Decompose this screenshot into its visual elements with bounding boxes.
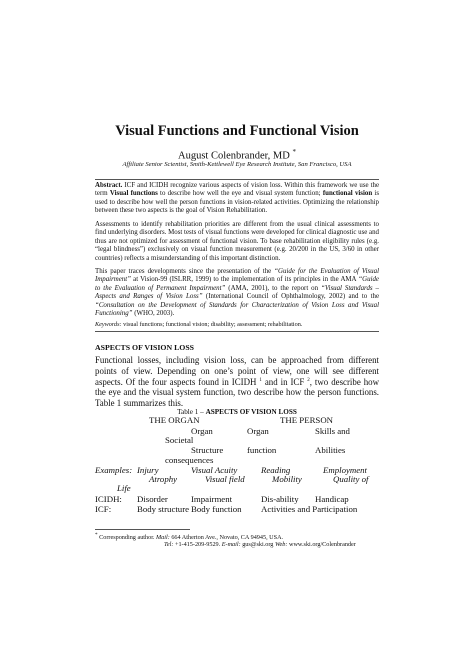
text-run: “Consultation on the Development of Standards for Characterization of Vision Loss and Visual Functioning” xyxy=(95,301,379,318)
text-run: “Guide for the Evaluation of Visual Impairment” xyxy=(95,268,379,284)
table-aspect-consequences: consequences xyxy=(165,455,214,465)
text-run: 1 xyxy=(259,378,262,383)
table-icidh-impairment: Impairment xyxy=(191,494,233,504)
abstract-paragraph-3 xyxy=(95,268,379,318)
table-aspect-function: function xyxy=(247,445,277,455)
keywords-text: visual functions; functional vision; disability; assessment; rehabilitation. xyxy=(121,321,303,328)
table-header-person: THE PERSON xyxy=(280,415,334,425)
keywords-line xyxy=(95,321,379,328)
text-run: “Visual Standards – Aspects and Ranges of Vision Loss” xyxy=(95,284,380,301)
footnote-tel-label: Tel: xyxy=(164,541,174,548)
footnote-web-label: Web: xyxy=(274,541,288,548)
section-body-text xyxy=(95,355,379,408)
table-aspect-societal: Societal xyxy=(165,435,194,445)
abstract-paragraph-1 xyxy=(95,182,379,216)
table-icidh-disorder: Disorder xyxy=(137,494,168,504)
abstract-paragraph-2: Assessments to identify rehabilitation priorities are different from the usual clinical assessments to find underlying disorders. Most tests of visual functions were developed for clinical diagnostic use and thus are not optimized for assessment of functional vision. To base rehabilitation eligibility rules (e.g. “legal blindness”) exclusively on visual function measurement (e.g. 20/200 in the US, 3/60 in other countries) reflects a misunderstanding of this important distinction. xyxy=(95,221,379,262)
text-run: This paper traces developments since the presentation of the xyxy=(95,268,275,275)
abstract-p3-text xyxy=(95,268,379,317)
text-run: functional vision xyxy=(322,190,373,198)
text-run: , two describe how the eye and the visual system function, two describe how the person functions. Table 1 summarizes this. xyxy=(95,376,380,408)
table-icidh-label: ICIDH: xyxy=(95,494,122,504)
table-aspect-organ-2: Organ xyxy=(247,426,269,436)
table-icidh-disability: Dis-ability xyxy=(261,494,299,504)
text-run: “Guide to the Evaluation of Permanent Impairment” xyxy=(95,276,379,292)
text-run: to describe how well the eye and visual system function; xyxy=(157,190,323,198)
footnote-mail: 664 Atherton Ave., Novato, CA 94945, USA. xyxy=(169,534,284,542)
table-aspect-structure: Structure xyxy=(191,445,224,455)
table-aspect-skills: Skills and xyxy=(315,426,350,436)
table-icf-body-function: Body function xyxy=(191,504,242,514)
footnote-email: gus@ski.org xyxy=(240,541,275,548)
footnote-mark: * xyxy=(95,532,98,538)
text-run: 2 xyxy=(307,378,310,383)
footnote-web: www.ski.org/Colenbrander xyxy=(287,541,356,548)
author-footnote-mark: * xyxy=(292,148,296,156)
table-example-life: Life xyxy=(117,483,131,493)
text-run: (WHO, 2003). xyxy=(132,310,175,318)
text-run: Functional losses, including vision loss, can be approached from different points of view. Depending on one’s point of view, one will see different aspects. Of the four aspects found in ICIDH xyxy=(95,355,379,387)
table-icf-label: ICF: xyxy=(95,504,112,514)
section-body xyxy=(95,355,379,408)
table-caption-title: ASPECTS OF VISION LOSS xyxy=(205,408,297,416)
table-aspect-abilities: Abilities xyxy=(315,445,346,455)
author-text: August Colenbrander, MD xyxy=(178,150,290,162)
footnote-line-2 xyxy=(164,541,356,548)
table-example-reading: Reading xyxy=(261,465,291,475)
text-run: at Vision-99 (ISLRR, 1999) to the implementation of its principles in the AMA xyxy=(130,276,359,284)
section-heading: ASPECTS OF VISION LOSS xyxy=(95,343,195,352)
text-run: Visual functions xyxy=(109,190,158,198)
text-run: (AMA, 2001), to the report on xyxy=(225,284,322,292)
table-example-mobility: Mobility xyxy=(272,474,302,484)
footnote-mail-label: Mail: xyxy=(156,534,170,542)
text-run: and in ICF xyxy=(261,376,308,387)
table-icidh-handicap: Handicap xyxy=(315,494,349,504)
text-run: (International Council of Ophthalmology, 2002) and to the xyxy=(202,293,380,301)
table-example-employment: Employment xyxy=(323,465,367,475)
table-example-visual-acuity: Visual Acuity xyxy=(191,465,238,475)
abstract-p1-text xyxy=(95,182,379,214)
table-example-injury: Injury xyxy=(137,465,159,475)
footnote-prefix: Corresponding author. xyxy=(97,534,157,542)
text-run: is used to describe how well the person functions in vision-related activities. Optimizing the relationship between these two aspects is the goal of Vision Rehabilitation. xyxy=(95,190,380,215)
footnote-rule xyxy=(95,529,190,530)
footnote-email-label: E-mail: xyxy=(221,541,241,548)
table-icf-activities: Activities and Participation xyxy=(261,504,358,514)
table-example-atrophy: Atrophy xyxy=(149,474,178,484)
footnote-line-1 xyxy=(95,532,283,541)
abstract-bottom-rule xyxy=(95,331,379,332)
paper-title: Visual Functions and Functional Vision xyxy=(115,123,359,139)
author-name xyxy=(0,148,474,162)
text-run: ICF and ICIDH recognize various aspects of vision loss. Within this framework we use the term xyxy=(95,182,379,198)
table-examples-label: Examples: xyxy=(95,465,133,475)
abstract-top-rule xyxy=(95,179,379,180)
keywords-label: Keywords: xyxy=(95,321,122,328)
footnote-tel: +1-415-209-9529. xyxy=(173,541,222,548)
author-affiliation: Affiliate Senior Scientist, Smith-Kettlewell Eye Research Institute, San Francisco, USA xyxy=(122,161,352,168)
table-caption xyxy=(0,408,474,416)
table-example-quality-of: Quality of xyxy=(333,474,369,484)
abstract-label: Abstract. xyxy=(95,182,123,189)
table-aspect-organ: Organ xyxy=(191,426,213,436)
table-icf-body-structure: Body structure xyxy=(137,504,190,514)
table-caption-prefix: Table 1 – xyxy=(177,408,206,416)
table-header-organ: THE ORGAN xyxy=(149,415,200,425)
table-example-visual-field: Visual field xyxy=(205,474,245,484)
